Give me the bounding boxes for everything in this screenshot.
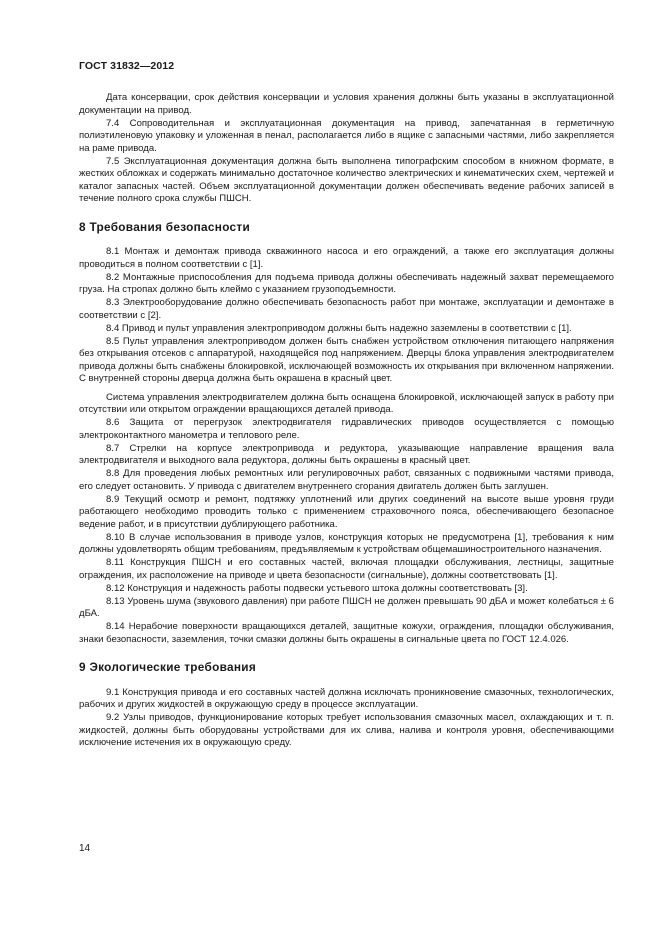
paragraph-8-13: 8.13 Уровень шума (звукового давления) при работе ПШСН не должен превышать 90 дБА и может колебаться ± 6 дБА. — [79, 595, 614, 619]
paragraph-8-1: 8.1 Монтаж и демонтаж привода скважинного насоса и его ограждений, а также его эксплуатация должны проводиться в полном соответствии с [1]. — [79, 246, 614, 270]
document-code: ГОСТ 31832—2012 — [79, 60, 175, 72]
section-9-heading: 9 Экологические требования — [79, 660, 257, 674]
paragraph-8-4: 8.4 Привод и пульт управления электроприводом должны быть надежно заземлены в соответствии с [1]. — [106, 322, 572, 334]
paragraph-8-10: 8.10 В случае использования в приводе узлов, конструкция которых не предусмотрена [1], требования к ним должны удовлетворять общим требованиям, предъявляемым к устройствам общемашиностроительного назначения. — [79, 531, 614, 555]
paragraph-9-1: 9.1 Конструкция привода и его составных частей должна исключать проникновение смазочных, технологических, рабочих и других жидкостей в окружающую среду в процессе эксплуатации. — [79, 686, 614, 710]
paragraph-8-2: 8.2 Монтажные приспособления для подъема привода должны обеспечивать надежный захват перемещаемого груза. На стропах должно быть клеймо с указанием грузоподъемности. — [79, 271, 614, 295]
paragraph-7-4: 7.4 Сопроводительная и эксплуатационная документация на привод, запечатанная в герметичную полиэтиленовую упаковку и уложенная в пенал, располагается либо в ящике с запасными частями, либо закрепляется на раме привода. — [79, 117, 614, 154]
paragraph: Дата консервации, срок действия консервации и условия хранения должны быть указаны в эксплуатационной документации на привод. — [79, 92, 614, 116]
paragraph-8-6: 8.6 Защита от перегрузок электродвигателя гидравлических приводов осуществляется с помощью электроконтактного манометра и теплового реле. — [79, 417, 614, 441]
document-body — [79, 92, 614, 750]
paragraph-7-5: 7.5 Эксплуатационная документация должна быть выполнена типографским способом в книжном формате, в жестких обложках и содержать минимально достаточное количество электрических и кинематических схем, чертежей и каталог запасных частей. Объем эксплуатационной документации должен обеспечивать ведение рабочих записей в течение полного срока службы ПШСН. — [79, 155, 614, 204]
paragraph-9-2: 9.2 Узлы приводов, функционирование которых требует использования смазочных масел, охлаждающих и т. п. жидкостей, должны быть оборудованы устройствами для их слива, налива и контроля уровня, обеспечивающими исключение истечения их в окружающую среду. — [79, 712, 614, 748]
page-number: 14 — [79, 843, 91, 854]
paragraph-8-12: 8.12 Конструкция и надежность работы подвески устьевого штока должны соответствовать [3]. — [106, 582, 528, 594]
paragraph-8-7: 8.7 Стрелки на корпусе электропривода и редуктора, указывающие направление вращения вала электродвигателя и выходного вала редуктора, должны быть окрашены в красный цвет. — [79, 442, 614, 466]
paragraph-8-8: 8.8 Для проведения любых ремонтных или регулировочных работ, связанных с подвижными частями привода, его следует остановить. У привода с двигателем внутреннего сгорания двигатель должен быть заглушен. — [79, 468, 614, 492]
paragraph-8-14: 8.14 Нерабочие поверхности вращающихся деталей, защитные кожухи, ограждения, площадки обслуживания, знаки безопасности, заземления, точки смазки должны быть окрашены в сигнальные цвета по ГОСТ 12.4.026. — [79, 621, 614, 645]
paragraph-8-3: 8.3 Электрооборудование должно обеспечивать безопасность работ при монтаже, эксплуатации и демонтаже в соответствии с [2]. — [79, 297, 614, 321]
paragraph-8-5: 8.5 Пульт управления электроприводом должен быть снабжен устройством отключения питающего напряжения без открывания отсеков с аппаратурой, находящейся под напряжением. Дверцы блока управления электродвигателем привода должны быть снабжены блокировкой, исключающей возможность их открывания при включенном напряжении. С внутренней стороны дверца должна быть окрашена в красный цвет. — [79, 335, 614, 384]
section-8-heading: 8 Требования безопасности — [79, 219, 251, 234]
paragraph-8-5-cont: Система управления электродвигателем должна быть оснащена блокировкой, исключающей запуск в работу при отсутствии или открытом ограждении вращающихся деталей привода. — [79, 391, 614, 415]
paragraph-8-11: 8.11 Конструкция ПШСН и его составных частей, включая площадки обслуживания, лестницы, защитные ограждения, их расположение на приводе и цвета безопасности (сигнальные), должны соответствовать [1]. — [79, 557, 614, 581]
paragraph-8-9: 8.9 Текущий осмотр и ремонт, подтяжку уплотнений или других соединений на высоте выше уровня груди работающего необходимо проводить только с применением страховочного пояса, обеспечивающего безопасное ведение работ, и в присутствии дублирующего работника. — [79, 493, 614, 530]
